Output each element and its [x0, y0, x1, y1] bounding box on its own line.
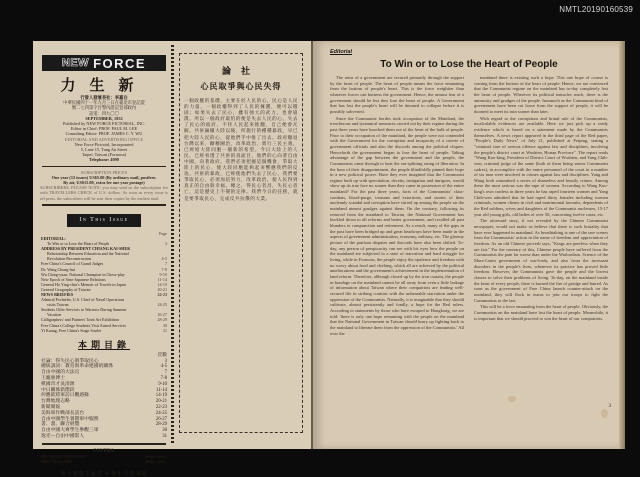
cover-entry	[38, 459, 170, 464]
cn-toc-entry-title: 社論：得失民心與爭取民心	[41, 358, 99, 364]
cn-toc-entry-page: 31	[162, 433, 167, 439]
toc-entry-title: Dr. Wang Chung-hui	[41, 266, 76, 272]
cn-toc-entry-title: 中日關係新階段	[41, 387, 75, 393]
editorial-columns	[330, 75, 608, 437]
address-cn-2: 號二七四第字台警內證記登部政內	[71, 105, 137, 111]
toc-entry-title: Calligraphers' and Painters' Joint Art Exhibition	[41, 317, 120, 323]
address-cn-1: 中華民國四十一年九月三日在臺北市登記證	[63, 100, 145, 106]
editorial-paragraph: The aforesaid story, if not revealed by the Chinese Communist newspaper, would not make us believe that there is such brutality that have ever happened in mainland. As breathtaking is one of the rare scenes from the Communists' action in the name of freedom and appreciation of freedom. As an old Chinese proverb says, "Kings are peerless when they are fair." For the contrary of this, Chinese people have suffered from the Communists the pain far worse than under the Warlordism. Science of the Marx-Lenin government of war-lords, and also from the incessant disorders in the people's lives, whenever its practice has proved little freedom. However, the Communists gave the people and the lowest classes to solve their problems of living. To-day, on the mainland inside the heart of every people, there is burned the fire of grudge and hatred. As soon as the government of Free China launch counter-attack on the mainland, they will flock in teams to join our troops to fight the Communists to the last.	[474, 218, 608, 303]
cn-toc-entry-page: 26-27	[155, 416, 167, 422]
divider	[42, 204, 166, 206]
toc-entry-page: 11-14	[157, 276, 167, 282]
decorative-border	[171, 45, 174, 445]
covers-footer-cn: 博士惠寵王面封 ● 姐小光逸面底	[60, 471, 148, 477]
editorial-title: To Win or to Lose the Heart of People	[380, 59, 558, 70]
chinese-editorial-title: 心民取爭與心民失得	[200, 82, 282, 91]
toc-entry-page: 3	[164, 241, 167, 247]
editorial-paragraph: This will be a force emanating from the heart of people. Obviously, the Communists on the mainland have lost the heart of people. Meanwhile, it is important that we should proceed to win the heart of our compatriots.	[474, 304, 608, 321]
cn-toc-entry-page: 4-5	[160, 364, 167, 370]
office-heading: EDITORIAL AND ADVERTISING OFFICE	[64, 136, 144, 142]
toc-entry-title: Free China's College Students Visit Armed Services	[41, 322, 127, 328]
cn-toc-entry-page: 9-10	[158, 381, 167, 387]
phone-cn: 話電：四九〇〇	[88, 110, 120, 116]
subscription-line-1: One year (12 issues) US$5.00 (By ordinary mail, postfree.	[51, 174, 157, 180]
cn-toc-entry-page: 7	[164, 370, 167, 376]
cn-toc-entry-title: 自由中國大專學生參觀三軍	[41, 428, 99, 434]
chinese-toc-title: 本期目錄	[77, 339, 130, 350]
publisher-cn: 行發人發兼長社：李嘉白	[80, 95, 128, 100]
right-page	[313, 41, 625, 449]
toc-entry	[41, 328, 167, 333]
cn-toc-entry-title: 美海軍作戰部長訪台	[41, 410, 85, 416]
office-name: New Force Pictorial, Incorporated	[74, 141, 134, 147]
cn-toc-entry-page: 20-21	[155, 399, 167, 405]
logo-new: NEW	[61, 57, 90, 69]
toc-entry-title: Admiral Fechteler, U.S. Chief of Naval Operations	[41, 297, 125, 303]
cn-toc-entry-page: 7-8	[160, 375, 167, 381]
consulting-editor: Consulting Editor: PROF. JAMES C. Y. WU	[65, 131, 143, 137]
divider	[42, 443, 166, 445]
toc-entry-page: 9-10	[159, 271, 167, 277]
cn-toc-entry-title: 自由中國學生暑期軍中服務	[41, 416, 99, 422]
paper-stain	[508, 396, 516, 402]
subscription-line-2: By air, US$15.00, extra fee one year postage)	[63, 180, 145, 186]
cn-toc-entry-title: 書、畫、聯合展覽	[41, 422, 80, 428]
subscription-heading: SUBSCRIPTION PRICES	[80, 169, 128, 175]
magazine-spread	[33, 41, 627, 477]
cn-toc-entry-page: 11-14	[155, 387, 167, 393]
editor-in-chief: Editor in Chief: PROF. PAUL M. LEE	[70, 126, 138, 132]
toc-entry-page: 7-8	[161, 266, 167, 272]
divider	[42, 166, 166, 167]
cn-toc-entry-title: 王寵惠博士	[41, 375, 65, 381]
chinese-editorial-body: 一個政權的基礎，主要在於人民的心，民心是人民的力量，一個政權得到了人民的擁護，便可以穩固；如果失去了民心，雖有強大的武力，也會崩潰。所以一個政府最怕的便是失去人民的心，失去了民心的政府，不待人民起來推翻，自己便會瓦解。共匪竊據大陸以後，所施行的種種暴政，早已把大陸人民的心，從他們手中推了出去。政府撤退台灣以來，勵精圖治，改革政治，實行三民主義，已經給大陸同胞一個新的希望。今日大陸上的人民，已經看透了共匪的真面目，他們的心向著自由中國，向著政府。我們必須把握這個機會，爭取大陸上的民心，使大陸同胞能夠起來響應我們的反攻。共匪的暴政，已經使他們失去了民心，我們要爭取民心，必須加倍努力，改革政治，使人民得到真正的自由與幸福。總之，得民心者昌，失民心者亡，這是歷史上不變的定律。我們今日的任務，就是要爭取民心，完成反共抗俄的大業。	[184, 98, 298, 201]
english-toc	[38, 231, 170, 333]
in-this-issue-banner: In This Issue	[67, 214, 141, 227]
editorial-paragraph: With regard to the corruptions and brutal rule of the Communists, incalculable evidences are available. Here we just pick up a ready evidence which is based on a statement made by the Communists themselves. A news report appeared in the third page of the Red paper, "People's Daily News" of July 21, published at Peiping, stating a "criminal case of serious offence against law and disciplines, involving the people's district court at Wushien, Honan Province". The report reads "Wang Kuo-king, President of District Court of Wushien, and Yang Chih-wen, criminal judge of the same (both of them being senior Communist cadres), in accomplice with the entire personnel of the court in a number of six men were involved in crimes against law and disciplines. Yang and Wang both committed a series of shameless and beastly crimes. Among these the most serious was the rape of women. According to Wang Kuo-king's own confess in three years he has raped fourteen women and Yang Chih-wen admitted that he had raped thirty females including women criminals, women clients in civil and matrimonial lawsuits, dependents of the Red soldiers, wives and daughters of the Communist nucleuses, 15-17 year old young girls, old ladies of over 50, concerning twelve cases, etc.	[474, 115, 608, 217]
toc-entry-page: 7	[164, 261, 167, 267]
new-force-logo	[42, 55, 166, 71]
cn-toc-entry-title: 棋國奇才吳清源	[41, 381, 75, 387]
cn-toc-entry-page: 14-19	[155, 393, 167, 399]
cover-name: MISS YI KUANG	[41, 459, 73, 465]
office-street: 5, Lane 15, Tung An Street	[80, 147, 128, 153]
toc-entry-title: New Epoch of Sino-Japanese Relations	[41, 276, 106, 282]
toc-entry-title: General Geography of Taiwan	[41, 286, 91, 292]
cn-toc-entry-title: 總統訓詞：教育與革命建國的關係	[41, 364, 113, 370]
office-city: Taipei, Taiwan (Formosa)	[81, 152, 127, 158]
cn-toc-entry-title: 新聞簡報	[41, 404, 61, 410]
toc-entry-page: 24-25	[157, 302, 167, 308]
cover-position: (Front cover)	[144, 453, 167, 459]
cn-page-label: 頁數	[157, 352, 167, 358]
page-number: 3	[608, 404, 611, 409]
toc-entry-title: Students Offer Services to Warriors During Summer	[41, 307, 127, 313]
chinese-editorial	[179, 53, 303, 433]
editorial-paragraph: mainland there is existing such a hope. This one hope of course is coming from the bottom of the heart of people. Hence, we are convinced that the Communist regime on the mainland has to-day completely lost the heart of people. Wherever its political tentacles reach, there is the animosity and grudges of the people. Inasmuch as the Communist kind of government have been cut loose from the support of people, it will be doomed to meet its ruin sooner than later.	[474, 75, 608, 114]
toc-entry-title: Vacation	[47, 312, 62, 318]
issue-date: SEPTEMBER, 1952	[85, 115, 123, 121]
toc-entry-title: NEWS BRIEFIES	[41, 291, 74, 297]
toc-entry-title: Wu Ching-yuan, National Champion in Chess-play	[41, 271, 125, 277]
toc-entry-title: Relationship Between Education and the National	[47, 251, 129, 257]
published-by: Published by NEW FORCE PICTORIAL, INC.	[62, 121, 146, 127]
cn-toc-entry	[38, 434, 170, 440]
cn-toc-entry-page: 3	[164, 358, 167, 364]
toc-entry-page: 31	[162, 327, 167, 333]
toc-entry-page: 30	[162, 322, 167, 328]
toc-entry-title: EDITORIAL:	[41, 235, 66, 241]
toc-entry-title: visits Taiwan	[47, 302, 69, 308]
section-label: Editorial	[330, 49, 353, 55]
cn-toc-entry-title: 台灣地理志略	[41, 399, 70, 405]
cn-toc-entry-title: 何應欽將軍訪日觀感錄	[41, 393, 89, 399]
archive-id: NMTL20190160539	[559, 5, 633, 14]
editorial-column-2	[474, 75, 608, 437]
toc-entry-page: 20-21	[157, 286, 167, 292]
cn-toc-entry-page: 30	[162, 428, 167, 434]
subscription-note: SUBSCRIBERS, PLEASE NOTE: you may send us the subscription fee with TRAVELLERS CHECK of U.S. dollars. As soon as every issue is off press, the subscribers will be sent their copies by the earliest mail.	[40, 185, 168, 201]
telephone: Telephone: 4090	[89, 157, 119, 163]
editorial-paragraph: Since the Communist hordes took occupation of the Mainland, the treacherous and tyrannical measures carried out by their regime during the past three years have knocked them out of the heart of the bulk of people. Prior to their occupation of the mainland, the people were not contended with the Government for the corruption and incapacity of a coterie of government officials and also the discords among the political cliques. Henceforth the government began to lose the heart of people. Taking advantage of the gap between the government and the people, the Communists came through to beat the ear-splitting string of liberation. In the hour of their disappointment, the people blindfoldly pinned their hope in a new political power. Have they ever imagined that the Communist regime built up with speculation, deceits, instigation and intrigues, would show up its true face no sooner than they came in possession of the entire mainland? For the past three years, facts of the Communists' class-combats, blood-purge, treasons and extortions, and stories of their uncleanly scandal and corruption have stirred up among the people on the mainland utmost grudges against them. On the contrary, following its removal from the mainland to Taiwan, the National Government has buckled down to all reforms and better government, and recalled all past blunders to compunction and retirement. As a result, many of the gaps in the past have been bridged up and great headways have been made in the aspects of government administration, economy, military, etc. The gloomy picture of the partisan disputes and discords have also been shifted. To-day, any person of perspicacity can see with his eyes how the people on the mainland are subjected to a state of starvation and hard struggle for living, while in Formosa, the people enjoy the opulence and freedom with no worry about food and clothing, which all are achieved by the political ameliorations and the government's achievement in the implementation of land reform. Therefore, although closed up by the iron curtain, the people in bondage on the mainland cannot be all away from even a little leakage of information about Taiwan where their compatriots are leading well-secured life in striking contrast with the unbearable starvation under the oppression of the Communists. Naturally, it is imaginable that they should cultivate, almost persistently and fondly, a hope for the Red rulers. According to statements by those who have escaped to Hongkong, we are told: 'there is only one hope remaining with the people on the mainland that the National Government in Taiwan should hurry up fighting back to the mainland to liberate them from the oppression of the Communists.' All over the	[330, 115, 464, 336]
left-page	[33, 41, 311, 477]
cover-position: (Back cover)	[145, 459, 167, 465]
toc-entry-title: Yi Kuang, Free China's Stage Starlet	[41, 327, 102, 333]
chinese-toc	[38, 359, 170, 440]
cover-name: DR. WANG CHUNG-HUI	[41, 453, 87, 459]
cn-toc-entry-page: 22-23	[155, 404, 167, 410]
toc-entry-page: 14-19	[157, 281, 167, 287]
editorial-paragraph: The reins of a government are secured primarily through the support by the heart of people. The heart of people means the force emanating from the bottom of people's heart. This is the force weightier than whatever forces can buttress the government. Hence, the utmost fear of a government should be lest they lose the heart of people. A Government that has lost the people's heart will be doomed to collapse before it is possibly subverted.	[330, 75, 464, 114]
cn-toc-entry-page: 24-25	[155, 410, 167, 416]
toc-entry-page: 28-29	[157, 317, 167, 323]
cn-toc-entry-page: 28-29	[155, 422, 167, 428]
toc-entry-page: 4-5	[161, 256, 167, 262]
toc-entry-title: Revolution Reconstruction	[47, 256, 92, 262]
paper-stain	[601, 409, 608, 418]
covers-title: COVERS:	[92, 448, 116, 454]
toc-entry-page: 26-27	[157, 312, 167, 318]
toc-entry-page: 22-23	[157, 291, 167, 297]
masthead-column	[38, 45, 170, 477]
toc-entry-title: General Ho Ying-chin's Memoir of Travels in Japan	[41, 281, 126, 287]
toc-entry-title: Free China's Council of Grand Judges	[41, 261, 104, 267]
editorial-column-1	[330, 75, 464, 437]
toc-entry-title: To Win or to Lose the Heart of People	[47, 241, 110, 247]
logo-force: FORCE	[93, 55, 147, 71]
chinese-title: 力生新	[60, 78, 148, 94]
page-label: Page	[159, 230, 167, 236]
cn-toc-entry-title: 自由中國的大法官	[41, 370, 80, 376]
cn-toc-entry-title: 逸光—自由中國影人	[41, 433, 85, 439]
toc-entry-title: ADDRESS BY PRESIDENT CHIANG KAI-SHEK	[41, 246, 131, 252]
chinese-editorial-heading: 論社	[221, 66, 260, 76]
